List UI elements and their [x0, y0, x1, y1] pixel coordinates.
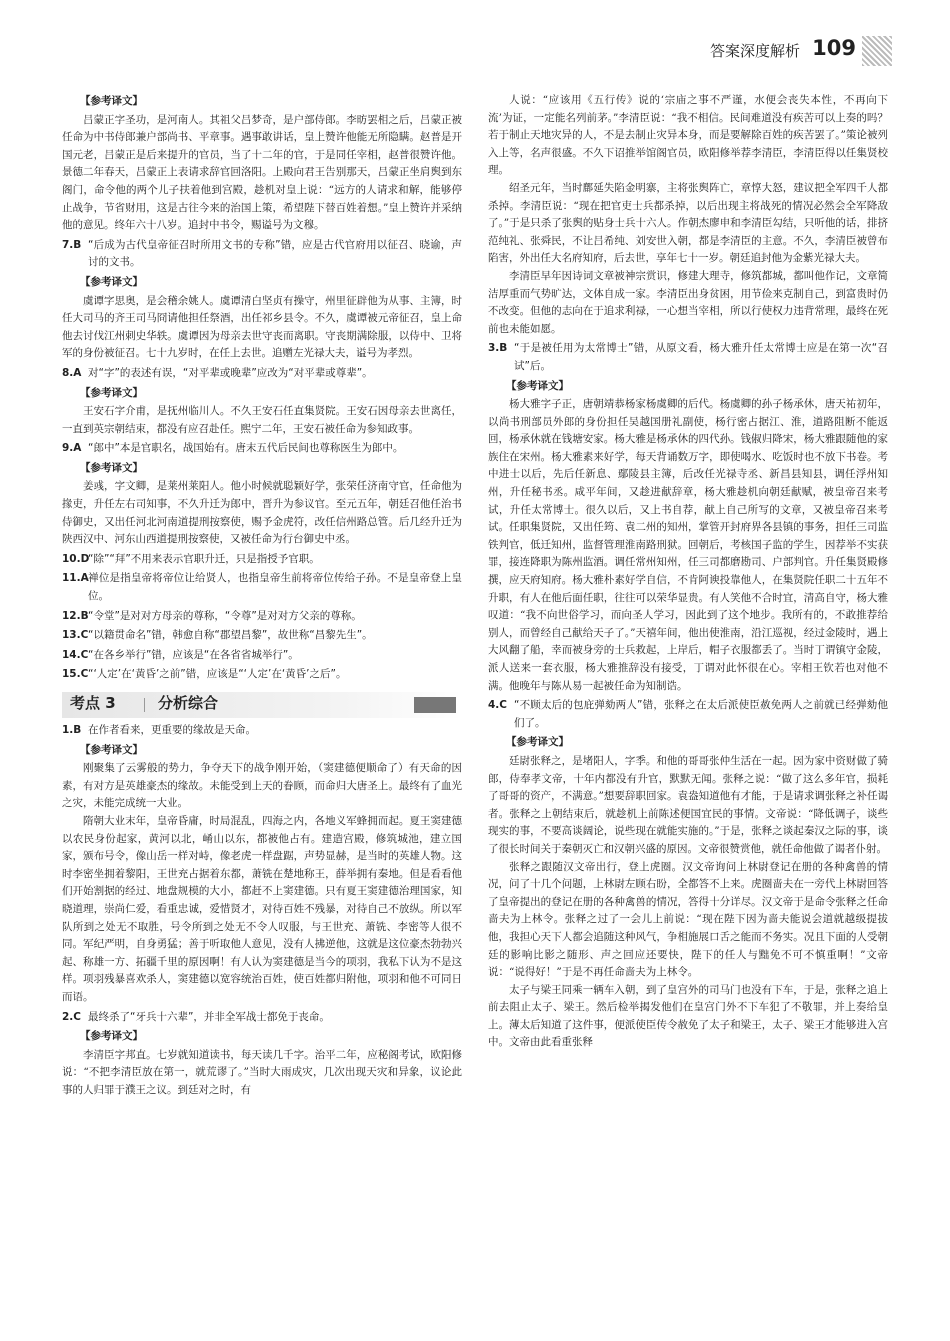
section-label: 考点 3	[70, 694, 116, 712]
answer-explanation: “令堂”是对对方母亲的尊称，“令尊”是对对方父亲的尊称。	[88, 609, 362, 622]
answer-explanation: 对“字”的表述有误，“对平辈或晚辈”应改为“对平辈或尊辈”。	[88, 366, 373, 379]
right-column	[488, 92, 888, 1332]
answer-item	[62, 237, 462, 272]
answer-number: 4.C	[488, 699, 508, 712]
page-header	[592, 36, 892, 80]
answer-item	[62, 627, 462, 645]
answer-item	[62, 1009, 462, 1027]
answer-item	[488, 340, 888, 375]
translation-paragraph: 王安石字介甫，是抚州临川人。不久王安石任直集贤院。王安石因母亲去世离任，一直到英宗朝结束，都没有应召赴任。熙宁二年，王安石被任命为参知政事。	[62, 405, 462, 435]
answer-number: 2.C	[62, 1010, 82, 1023]
answer-explanation: “在各乡举行”错，应该是“在各省省城举行”。	[88, 648, 299, 661]
translation-paragraph: 吕蒙正字圣功，是河南人。其祖父吕梦奇，是户部侍郎。李昉罢相之后，吕蒙正被任命为中书侍郎兼户部尚书、平章事。遇事敢讲话，皇上赞许他能无所隐瞒。赵普是开国元老，吕蒙正是后来提升的官员，当了十二年的官，于是同任宰相，赵普很赞许他。景德二年春天，吕蒙正上表请求辞官回洛阳。上殿向君王告别那天，吕蒙正坐肩舆到东阁门，命令他的两个儿子扶着他到宫殿，趁机对皇上说：“远方的人请求和解，能够停止战争，节省财用，这是古往今来的治国上策，希望陛下替百姓着想。”皇上赞许并采纳他的意见。终年六十八岁。追封中书令，赐谥号为文穆。	[62, 113, 462, 232]
reference-translation-heading: 【参考译文】	[506, 379, 569, 392]
answer-explanation: 在作者看来，更重要的缘故是天命。	[88, 724, 256, 736]
section-divider	[144, 698, 145, 712]
answer-explanation: “除”“拜”不用来表示官职升迁，只是指授予官职。	[88, 552, 320, 565]
answer-item	[488, 697, 888, 732]
answer-item	[62, 365, 462, 383]
answer-number: 9.A	[62, 442, 82, 455]
translation-paragraph: 姜彧，字文卿，是莱州莱阳人。他小时候就聪颖好学，张荣任济南守官，任命他为掾吏，升任左右司知事，不久升迁为郎中，晋升为参议官。至元五年，朝廷召他任治书侍御史，又出任河北河南道提刑按察使，赐予金虎符，改任信州路总管。后几经升迁为陕西汉中、河东山西道提刑按察使，又被任命为行台御史中丞。	[62, 480, 462, 546]
answer-explanation: 禅位是指皇帝将帝位让给贤人，也指皇帝生前将帝位传给子孙。不是皇帝登上皇位。	[88, 572, 462, 603]
translation-paragraph: 绍圣元年，当时鄜延失陷金明寨，主将张舆阵亡，章惇大怒，建议把全军四千人都杀掉。李清臣说：“现在把官吏士兵都杀掉，以后出现主将战死的情况必然会全军降敌了。”于是只杀了张舆的贴身士兵十六人。作朝杰廖申和李清臣勾结，只听他的话，排挤范纯礼、张舜民，不让吕希纯、刘安世入朝，都是李清臣的主意。不久，李清臣被曾布陷害，外出任大名府知府，后去世，享年七十一岁。朝廷追封他为金紫光禄大夫。	[488, 181, 888, 265]
translation-paragraph: 刚聚集了云雾般的势力，争夺天下的战争刚开始，（窦建德便顺命了）有天命的因素，有对方是英雄豪杰的缘故。未能受到上天的眷顾，而命归大唐圣上。最终有了血光之灾，未能完成统一大业。	[62, 762, 462, 810]
answer-explanation: “后成为古代皇帝征召时所用文书的专称”错，应是古代官府用以征召、晓谕，声讨的文书。	[88, 238, 462, 269]
answer-explanation: “以籍贯命名”错，韩愈自称“郡望昌黎”，故世称“昌黎先生”。	[88, 629, 373, 642]
answer-number: 14.C	[62, 648, 89, 661]
answer-number: 8.A	[62, 366, 82, 379]
answer-item	[62, 440, 462, 458]
answer-explanation: “于是被任用为太常博士”错，从原文看，杨大雅升任太常博士应是在第一次“召试”后。	[514, 342, 888, 372]
reference-translation-heading: 【参考译文】	[80, 275, 143, 288]
answer-item	[62, 647, 462, 665]
qr-code-icon	[862, 36, 892, 66]
answer-number: 3.B	[488, 342, 508, 355]
answer-explanation: “不顾太后的包庇弹劾两人”错，张释之在太后派使臣赦免两人之前就已经弹劾他们了。	[514, 699, 888, 729]
answer-number: 7.B	[62, 238, 82, 251]
translation-paragraph: 隋朝大业末年，皇帝昏庸，时局混乱，四海之内，各地义军蜂拥而起。夏王窦建德以农民身份起家，黄河以北，崤山以东，都被他占有。建造宫殿，修筑城池，建立国家，颁布号令，像山岳一样对峙，像老虎一样盘踞，声势显赫，是当时的英雄人物。这时李密坐拥着黎阳，王世充占据着东都，萧铣在楚地称王，薛举拥有秦地。但是看看他们开始割据的经过、地盘规模的大小，都赶不上窦建德。只有夏王窦建德治理国家，知晓道理，崇尚仁爱，看重忠诚，爱惜贤才，对待百姓不残暴，对待自己不放纵。所以军队所到之处无不取胜，号令所到之处无不令人叹服，与王世充、萧铣、李密等人很不同。军纪严明，自身勇猛；善于听取他人意见，没有人拂逆他，这就是这位豪杰勃勃兴起、称雄一方、拓疆千里的原因啊！有人认为窦建德是当今的项羽，我私下认为不是这样。项羽残暴喜欢杀人，窦建德以宽容统治百姓，使百姓都归附他，项羽和他不可同日而语。	[62, 814, 462, 1003]
answer-explanation: 最终杀了“牙兵十六辈”，并非全军战士都免于丧命。	[88, 1010, 330, 1023]
reference-translation-heading: 【参考译文】	[506, 736, 569, 749]
answer-explanation: “‘人定’在‘黄昏’之前”错，应该是“‘人定’在‘黄昏’之后”。	[88, 668, 347, 681]
section-pattern-icon	[414, 697, 456, 713]
section-header	[62, 692, 462, 718]
translation-paragraph: 张释之跟随汉文帝出行，登上虎圈。汉文帝询问上林尉登记在册的各种禽兽的情况，问了十几个问题，上林尉左顾右盼，全都答不上来。虎圈啬夫在一旁代上林尉回答了皇帝提出的登记在册的各种禽兽的情况，答得十分详尽。汉文帝于是命令张释之任命啬夫为上林令。张释之过了一会儿上前说：“现在陛下因为啬夫能说会道就越级提拔他，我担心天下人都会追随这种风气，争相施展口舌之能而不务实。况且下面的人受朝廷的影响比影之随形、声之回应还要快，陛下的任人与黜免不可不慎重啊！”文帝说：“说得好！”于是不再任命啬夫为上林令。	[488, 860, 888, 979]
answer-explanation: “郎中”本是官职名，战国始有。唐末五代后民间也尊称医生为郎中。	[88, 442, 404, 455]
answer-number: 10.D	[62, 552, 90, 565]
translation-paragraph: 太子与梁王同乘一辆车入朝，到了皇宫外的司马门也没有下车，于是，张释之追上前去阻止太子、梁王。然后检举揭发他们在皇宫门外不下车犯了不敬罪，并上奏给皇上。薄太后知道了这件事，便派使臣传令赦免了太子和梁王，太子、梁王才能够进入宫中。文帝由此看重张释	[488, 983, 888, 1049]
translation-paragraph: 廷尉张释之，是堵阳人，字季。和他的哥哥张仲生活在一起。因为家中资财做了骑郎，侍奉孝文帝，十年内都没有升官，默默无闻。张释之说：“做了这么多年官，损耗了哥哥的资产，不满意。”想要辞职回家。袁盎知道他有才能，于是请求调张释之补任谒者。张释之上朝结束后，就趁机上前陈述便国宜民的事情。文帝说：“降低调子，谈些现实的事，不要高谈阔论，说些现在就能实施的。”于是，张释之谈起秦汉之际的事，谈了很长时间关于秦朝灭亡和汉朝兴盛的原因。文帝很赞赏他，就任命他做了谒者仆射。	[488, 754, 888, 855]
answer-item	[62, 722, 462, 740]
answer-number: 12.B	[62, 609, 89, 622]
page-number: 109	[812, 36, 856, 60]
reference-translation-heading: 【参考译文】	[80, 95, 143, 107]
reference-translation-heading: 【参考译文】	[80, 743, 143, 756]
reference-translation-heading: 【参考译文】	[80, 461, 143, 474]
answer-item	[62, 608, 462, 626]
left-column	[62, 92, 462, 1332]
answer-number: 1.B	[62, 724, 82, 736]
translation-paragraph: 人说：“应该用《五行传》说的‘宗庙之事不严谨，水便会丧失本性，不再向下流’为证，一定能名列前茅。”李清臣说：“我不相信。民间难道没有疾苦可以上奏的吗？若于制止天地灾异的人，不是去制止灾异本身，而是要解除百姓的疾苦罢了。”策论被列入上等，名声很盛。不久下诏推举馆阁官员，欧阳修举荐李清臣，李清臣得以任集贤校理。	[488, 94, 888, 177]
translation-paragraph: 虞谭字思奥，是会稽余姚人。虞谭清白坚贞有操守，州里征辟他为从事、主簿，时任大司马的齐王司马冏请他担任祭酒，出任祁乡县令。不久，虞谭被元帝征召，皇上命他去讨伐江州刺史华轶。虞谭因为母亲去世守丧而离职。守丧期满除服，以侍中、卫将军的身份被征召。七十九岁时，在任上去世。追赠左光禄大夫，谥号为孝烈。	[62, 294, 462, 360]
translation-paragraph: 李清臣早年因诗词文章被神宗赏识，修建大理寺，修筑都城，都叫他作记，文章简洁厚重而气势旷达，文体自成一家。李清臣出身贫困，用节俭来克制自己，到富贵时仍不改变。但他的志向在于追求利禄，一心想当宰相，所以行使权力违背常理，最终在死前也未能如愿。	[488, 269, 888, 335]
reference-translation-heading: 【参考译文】	[80, 386, 143, 399]
translation-paragraph: 杨大雅字子正，唐朝靖恭杨家杨虞卿的后代。杨虞卿的孙子杨承休，唐天祐初年，以尚书刑部员外郎的身份担任吴越国册礼副使，杨行密占据江、淮，道路阻断不能返回，杨承休就在钱塘安家。杨大雅是杨承休的四代孙。钱俶归降宋，杨大雅跟随他的家族住在宋州。杨大雅素来好学，每天背诵数万字，即使喝水、吃饭时也不放下书卷。考中进士以后，先后任新息、鄢陵县主簿，后改任光禄寺丞、新昌县知县，调任浮州知州，升任秘书丞。咸平年间，又趁进献辞章，杨大雅趁机向朝廷献赋，被皇帝召来考试，升任太常博士。很久以后，又上书自荐，献上自己所写的文章，又被皇帝召来考试。任职集贤院，又出任筠、袁二州的知州，掌管开封府界各县镇的事务，担任三司监铁判官，低迁知州，监督管理淮南路刑狱。回朝后，考核国子监的学生，因荐举不实获罪，接连降职为陈州监酒。调任常州知州，任三司都磨勘司、户部判官。升任集贤殿修撰，应天府知府。杨大雅朴素好学自信，不肯阿谀投靠他人，在集贤院任职二十五年不升职，有人在他后面任职，往往可以荣华显贵。有人笑他不合时宜，清高自守，杨大雅叹道：“我不向世俗学习，而向圣人学习，因此到了这个地步。我所有的，不敢推荐给别人，而曾经自己献给天子了。”天禧年间，他出使淮南，沿江巡视，经过金陵时，遇上大风翻了船，幸而被身旁的士兵救起，上岸后，帽子衣服都丢了。当时丁谓镇守金陵，派人送来一套衣服，杨大雅推辞没有接受，丁谓对此怀很在心。宰相王钦若也对他不满。他晚年与陈从易一起被任命为知制诰。	[488, 398, 888, 692]
translation-paragraph: 李清臣字邦直。七岁就知道读书，每天读几千字。治平二年，应秘阁考试，欧阳修说：“不把李清臣放在第一，就荒谬了。”当时大雨成灾，几次出现天灾和异象，议论此事的人归罪于濮王之议。到廷对之时，有	[62, 1048, 462, 1096]
answer-item	[62, 570, 462, 605]
answer-number: 11.A	[62, 572, 89, 585]
answer-number: 13.C	[62, 629, 89, 642]
reference-translation-heading: 【参考译文】	[80, 1030, 143, 1043]
section-title: 分析综合	[158, 694, 219, 712]
answer-number: 15.C	[62, 668, 89, 681]
answer-item	[62, 551, 462, 569]
answer-item	[62, 666, 462, 684]
header-title: 答案深度解析	[709, 42, 800, 60]
